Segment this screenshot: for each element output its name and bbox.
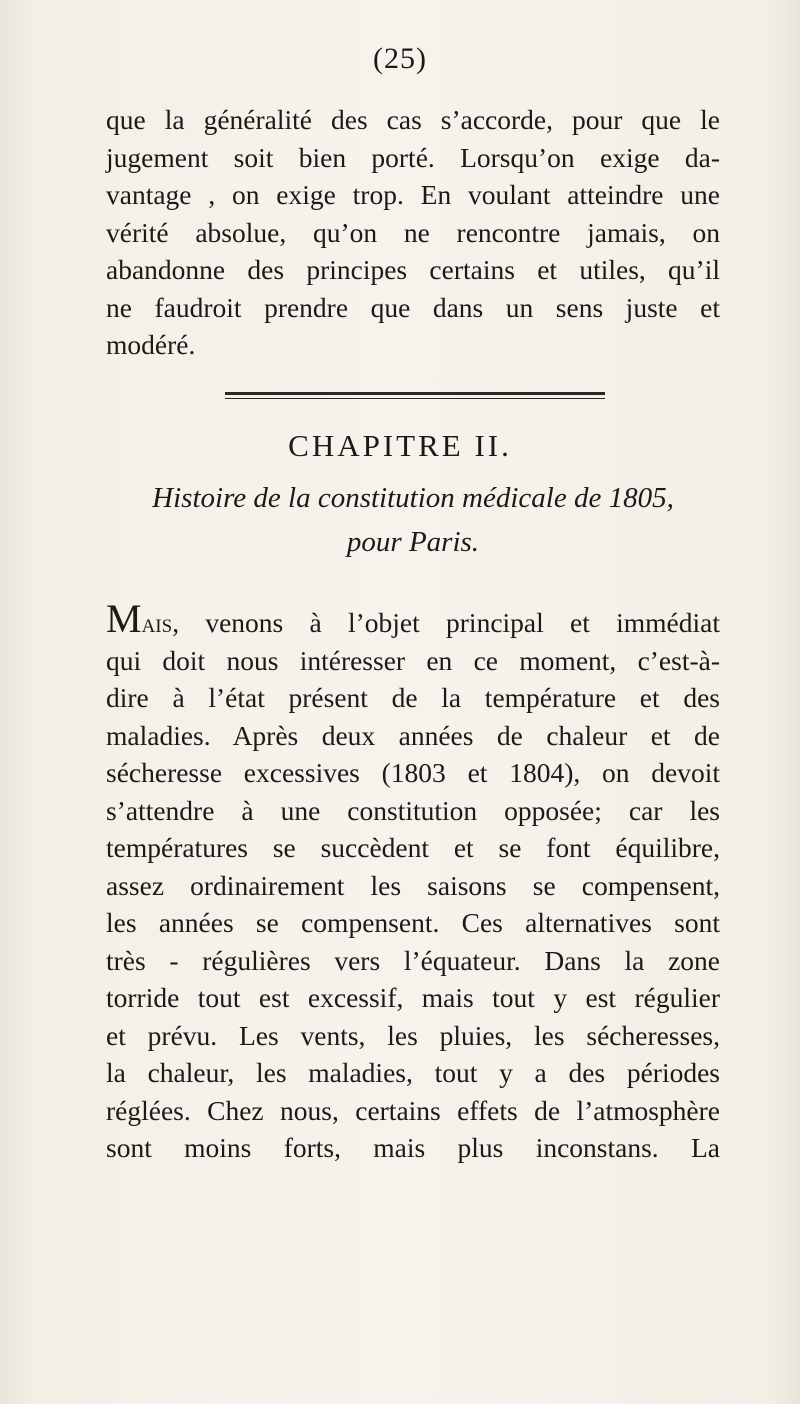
- text-line: modéré.: [106, 329, 196, 360]
- page-number: (25): [373, 42, 427, 75]
- opening-word: [106, 596, 180, 641]
- chapter-subtitle-line-1: Histoire de la constitution médicale de 1805,: [152, 482, 674, 514]
- paragraph-main: [106, 596, 720, 1167]
- chapter-heading: CHAPITRE II.: [288, 428, 512, 463]
- text-line: sont moins forts, mais plus inconstans. La: [106, 1132, 720, 1163]
- text-line: réglées. Chez nous, certains effets de l’atmosphère: [106, 1094, 720, 1126]
- text-line: maladies. Après deux années de chaleur et de: [106, 719, 720, 751]
- first-line-rest: venons à l’objet principal et immédiat: [179, 607, 720, 638]
- text-line: températures se succèdent et se font équilibre,: [106, 832, 720, 863]
- text-line-first: [106, 596, 720, 642]
- chapter-subtitle-line-2: pour Paris.: [346, 526, 480, 558]
- text-line: sécheresse excessives (1803 et 1804), on devoit: [106, 757, 720, 788]
- initial-letter: M: [106, 596, 142, 641]
- text-line: dire à l’état présent de la température et des: [106, 682, 720, 713]
- text-line: la chaleur, les maladies, tout y a des périodes: [106, 1057, 720, 1088]
- text-line: que la généralité des cas s’accorde, pour que le: [106, 104, 720, 135]
- text-line: qui doit nous intéresser en ce moment, c’est-à-: [106, 644, 720, 676]
- text-line: vérité absolue, qu’on ne rencontre jamais, on: [106, 216, 720, 248]
- text-line: jugement soit bien porté. Lorsqu’on exige da-: [106, 141, 720, 173]
- divider-rule-thick: [225, 392, 605, 395]
- text-line: les années se compensent. Ces alternatives sont: [106, 907, 720, 938]
- text-line: très - régulières vers l’équateur. Dans la zone: [106, 944, 720, 976]
- opening-word-rest: ais,: [141, 607, 180, 638]
- text-line: abandonne des principes certains et utiles, qu’il: [106, 254, 720, 285]
- text-line: s’attendre à une constitution opposée; car les: [106, 794, 720, 826]
- divider-rule-thin: [225, 398, 605, 399]
- text-line: assez ordinairement les saisons se compensent,: [106, 869, 720, 901]
- text-line: vantage , on exige trop. En voulant atteindre une: [106, 179, 720, 210]
- text-line: ne faudroit prendre que dans un sens juste et: [106, 291, 720, 323]
- text-line: torride tout est excessif, mais tout y est régulier: [106, 982, 720, 1013]
- paragraph-continuation: [106, 101, 720, 364]
- text-line: et prévu. Les vents, les pluies, les sécheresses,: [106, 1019, 720, 1051]
